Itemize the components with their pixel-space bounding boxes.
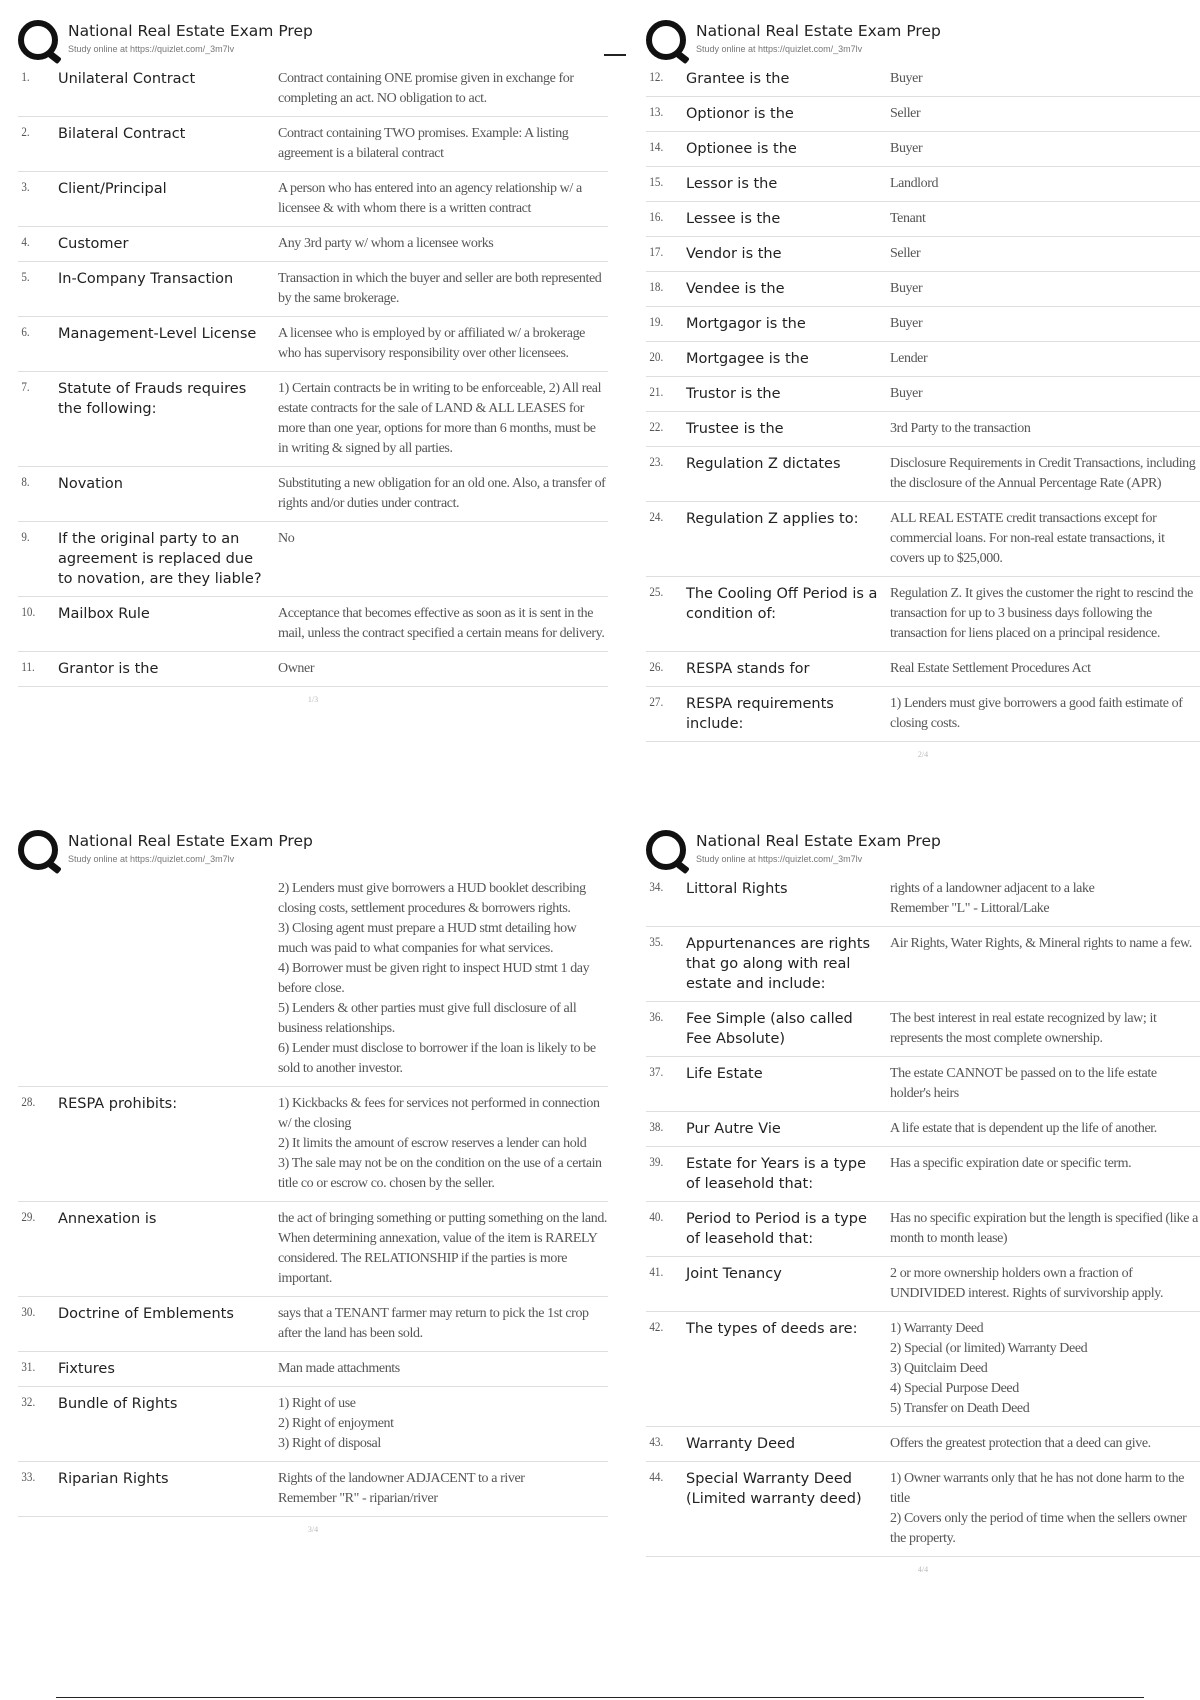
card-definition: Transaction in which the buyer and seller are both represented by the same brokerage. <box>278 271 602 306</box>
header-subtitle: Study online at https://quizlet.com/_3m7lv <box>68 854 235 864</box>
card-definition: A licensee who is employed by or affiliated w/ a brokerage who has supervisory responsibility over other licensees. <box>278 326 585 361</box>
flashcard-page-4 <box>646 828 1200 1574</box>
card-definition: Seller <box>890 246 921 261</box>
card-term: Warranty Deed <box>686 1436 796 1452</box>
card-number: 30. <box>21 1304 36 1319</box>
card-number: 36. <box>649 1009 664 1024</box>
card-definition: 1) Lenders must give borrowers a good faith estimate of closing costs. <box>890 696 1183 731</box>
card-term: Fixtures <box>58 1361 115 1377</box>
flashcard-row <box>18 872 608 1087</box>
card-number: 8. <box>21 474 30 489</box>
card-term: Statute of Frauds requires the following: <box>58 381 247 417</box>
card-term: The Cooling Off Period is a condition of: <box>686 586 878 622</box>
card-number <box>18 879 52 1079</box>
card-number: 41. <box>649 1264 664 1279</box>
card-term: Regulation Z dictates <box>686 456 841 472</box>
card-term: Grantor is the <box>58 661 159 677</box>
card-definition: Contract containing ONE promise given in exchange for completing an act. NO obligation to act. <box>278 71 574 106</box>
card-definition: 2) Lenders must give borrowers a HUD booklet describing closing costs, settlement procedures & borrowers rights. 3) Closing agent must prepare a HUD stmt detailing how much was paid to what companies for what services. 4) Borrower must be given right to inspect HUD stmt 1 day before close. 5) Lenders & other parties must give full disclosure of all business relationships. 6) Lender must disclose to borrower if the loan is likely to be sold to another investor. <box>278 881 596 1076</box>
card-term: Novation <box>58 476 123 492</box>
flashcard-row <box>646 167 1200 202</box>
quizlet-logo-icon <box>18 830 58 870</box>
card-definition: 1) Kickbacks & fees for services not performed in connection w/ the closing 2) It limits the amount of escrow reserves a lender can hold 3) The sale may not be on the condition on the use of a certain title co or escrow co. chosen by the seller. <box>278 1096 602 1191</box>
flashcard-row <box>18 372 608 467</box>
flashcard-row <box>18 317 608 372</box>
flashcard-row <box>18 1352 608 1387</box>
card-definition: Offers the greatest protection that a deed can give. <box>890 1436 1151 1451</box>
header-title: National Real Estate Exam Prep <box>68 22 313 40</box>
flashcard-row <box>646 1202 1200 1257</box>
card-definition: Landlord <box>890 176 939 191</box>
card-number: 10. <box>21 604 36 619</box>
card-number: 27. <box>649 694 664 709</box>
card-term: Client/Principal <box>58 181 167 197</box>
page-header <box>646 18 1200 62</box>
card-number: 31. <box>21 1359 36 1374</box>
card-number: 5. <box>21 269 30 284</box>
card-term: Mortgagor is the <box>686 316 806 332</box>
flashcard-row <box>646 1147 1200 1202</box>
flashcard-row <box>646 1057 1200 1112</box>
flashcard-row <box>646 132 1200 167</box>
card-definition: 1) Right of use 2) Right of enjoyment 3) Right of disposal <box>278 1396 394 1451</box>
flashcard-row <box>18 1087 608 1202</box>
flashcard-row <box>646 652 1200 687</box>
card-definition: Regulation Z. It gives the customer the right to rescind the transaction for up to 3 business days following the transaction for liens placed on a principal residence. <box>890 586 1193 641</box>
card-number: 25. <box>649 584 664 599</box>
flashcard-row <box>646 687 1200 742</box>
card-number: 40. <box>649 1209 664 1224</box>
card-number: 32. <box>21 1394 36 1409</box>
card-definition: Air Rights, Water Rights, & Mineral rights to name a few. <box>890 936 1192 951</box>
page-divider-dash <box>604 54 626 56</box>
card-number: 29. <box>21 1209 36 1224</box>
card-definition: Buyer <box>890 316 923 331</box>
card-definition: The best interest in real estate recognized by law; it represents the most complete ownership. <box>890 1011 1157 1046</box>
card-term: If the original party to an agreement is replaced due to novation, are they liable? <box>58 531 262 587</box>
flashcard-row <box>646 872 1200 927</box>
header-subtitle: Study online at https://quizlet.com/_3m7lv <box>696 854 863 864</box>
flashcard-row <box>646 1002 1200 1057</box>
card-definition: rights of a landowner adjacent to a lake Remember "L" - Littoral/Lake <box>890 881 1095 916</box>
card-term: Customer <box>58 236 129 252</box>
card-number: 14. <box>649 139 664 154</box>
flashcard-row <box>18 652 608 687</box>
flashcard-row <box>646 342 1200 377</box>
card-definition: 1) Warranty Deed 2) Special (or limited) Warranty Deed 3) Quitclaim Deed 4) Special Purpose Deed 5) Transfer on Death Deed <box>890 1321 1088 1416</box>
flashcard-row <box>18 597 608 652</box>
page-header <box>646 828 1200 872</box>
card-term: Grantee is the <box>686 71 790 87</box>
card-definition: Has a specific expiration date or specific term. <box>890 1156 1132 1171</box>
card-definition: Man made attachments <box>278 1361 400 1376</box>
card-term: RESPA requirements include: <box>686 696 834 732</box>
flashcard-row <box>18 1297 608 1352</box>
card-number: 17. <box>649 244 664 259</box>
card-term: Mailbox Rule <box>58 606 150 622</box>
flashcard-page-1 <box>18 18 608 704</box>
card-term: Appurtenances are rights that go along with real estate and include: <box>686 936 871 992</box>
flashcard-row <box>646 1427 1200 1462</box>
card-definition: The estate CANNOT be passed on to the life estate holder's heirs <box>890 1066 1157 1101</box>
card-term: Lessor is the <box>686 176 778 192</box>
header-subtitle: Study online at https://quizlet.com/_3m7lv <box>696 44 863 54</box>
card-definition: Tenant <box>890 211 926 226</box>
card-term: RESPA stands for <box>686 661 810 677</box>
card-definition: says that a TENANT farmer may return to pick the 1st crop after the land has been sold. <box>278 1306 589 1341</box>
header-title: National Real Estate Exam Prep <box>696 832 941 850</box>
quizlet-logo-icon <box>18 20 58 60</box>
flashcard-row <box>646 927 1200 1002</box>
header-title: National Real Estate Exam Prep <box>68 832 313 850</box>
card-number: 12. <box>649 69 664 84</box>
flashcard-row <box>18 467 608 522</box>
page-number: 1/3 <box>307 695 319 704</box>
page-header <box>18 828 608 872</box>
flashcard-row <box>646 202 1200 237</box>
card-term: Vendee is the <box>686 281 785 297</box>
card-term <box>58 879 278 1079</box>
card-definition: Seller <box>890 106 921 121</box>
card-definition: Acceptance that becomes effective as soon as it is sent in the mail, unless the contract specified a certain means for delivery. <box>278 606 605 641</box>
card-term: Pur Autre Vie <box>686 1121 781 1137</box>
card-definition: the act of bringing something or putting something on the land. When determining annexation, value of the item is RARELY considered. The RELATIONSHIP if the parties is more important. <box>278 1211 608 1286</box>
card-number: 22. <box>649 419 664 434</box>
card-number: 24. <box>649 509 664 524</box>
flashcard-row <box>646 1257 1200 1312</box>
card-term: Optionee is the <box>686 141 797 157</box>
card-number: 38. <box>649 1119 664 1134</box>
card-definition: Contract containing TWO promises. Example: A listing agreement is a bilateral contract <box>278 126 569 161</box>
flashcard-row <box>646 307 1200 342</box>
card-definition: ALL REAL ESTATE credit transactions except for commercial loans. For non-real estate transactions, it covers up to $25,000. <box>890 511 1165 566</box>
page-number: 3/4 <box>307 1525 319 1534</box>
card-definition: Disclosure Requirements in Credit Transactions, including the disclosure of the Annual Percentage Rate (APR) <box>890 456 1196 491</box>
card-number: 35. <box>649 934 664 949</box>
card-term: Lessee is the <box>686 211 781 227</box>
card-term: RESPA prohibits: <box>58 1096 178 1112</box>
card-number: 28. <box>21 1094 36 1109</box>
card-number: 13. <box>649 104 664 119</box>
card-number: 34. <box>649 879 664 894</box>
quizlet-logo-icon <box>646 830 686 870</box>
flashcard-row <box>18 227 608 262</box>
card-definition: Substituting a new obligation for an old one. Also, a transfer of rights and/or duties under contract. <box>278 476 606 511</box>
card-definition: A life estate that is dependent up the life of another. <box>890 1121 1157 1136</box>
flashcard-row <box>646 1112 1200 1147</box>
card-term: Unilateral Contract <box>58 71 196 87</box>
card-number: 43. <box>649 1434 664 1449</box>
flashcard-row <box>646 62 1200 97</box>
card-number: 16. <box>649 209 664 224</box>
card-number: 4. <box>21 234 30 249</box>
card-term: Optionor is the <box>686 106 794 122</box>
bottom-rule <box>56 1697 1144 1698</box>
card-number: 19. <box>649 314 664 329</box>
card-term: Bilateral Contract <box>58 126 186 142</box>
card-term: Trustee is the <box>686 421 784 437</box>
flashcard-row <box>646 577 1200 652</box>
card-term: Vendor is the <box>686 246 782 262</box>
flashcard-row <box>18 522 608 597</box>
card-term: Period to Period is a type of leasehold that: <box>686 1211 867 1247</box>
card-number: 21. <box>649 384 664 399</box>
card-number: 18. <box>649 279 664 294</box>
card-term: Fee Simple (also called Fee Absolute) <box>686 1011 853 1047</box>
header-subtitle: Study online at https://quizlet.com/_3m7lv <box>68 44 235 54</box>
flashcard-row <box>18 1462 608 1517</box>
card-number: 1. <box>21 69 30 84</box>
flashcard-row <box>646 412 1200 447</box>
card-number: 37. <box>649 1064 664 1079</box>
flashcard-row <box>18 1202 608 1297</box>
card-number: 15. <box>649 174 664 189</box>
card-definition: 2 or more ownership holders own a fraction of UNDIVIDED interest. Rights of survivorship apply. <box>890 1266 1164 1301</box>
card-number: 23. <box>649 454 664 469</box>
card-definition: Buyer <box>890 386 923 401</box>
card-term: Annexation is <box>58 1211 157 1227</box>
card-definition: Real Estate Settlement Procedures Act <box>890 661 1091 676</box>
card-number: 3. <box>21 179 30 194</box>
card-number: 7. <box>21 379 30 394</box>
card-number: 6. <box>21 324 30 339</box>
flashcard-row <box>646 377 1200 412</box>
card-term: The types of deeds are: <box>686 1321 858 1337</box>
flashcard-page-2 <box>646 18 1200 759</box>
card-term: Regulation Z applies to: <box>686 511 859 527</box>
flashcard-row <box>18 262 608 317</box>
card-term: Littoral Rights <box>686 881 788 897</box>
flashcard-row <box>18 1387 608 1462</box>
card-definition: A person who has entered into an agency relationship w/ a licensee & with whom there is a written contract <box>278 181 582 216</box>
card-definition: Buyer <box>890 141 923 156</box>
card-definition: Lender <box>890 351 928 366</box>
card-definition: Buyer <box>890 71 923 86</box>
card-definition: No <box>278 531 295 546</box>
card-number: 9. <box>21 529 30 544</box>
flashcard-page-3 <box>18 828 608 1534</box>
page-number: 4/4 <box>917 1565 929 1574</box>
quizlet-logo-icon <box>646 20 686 60</box>
card-definition: 1) Certain contracts be in writing to be enforceable, 2) All real estate contracts for the sale of LAND & ALL LEASES for more than one year, options for more than 6 months, must be in writing & signed by all parties. <box>278 381 602 456</box>
page-number: 2/4 <box>917 750 929 759</box>
card-definition: 3rd Party to the transaction <box>890 421 1031 436</box>
card-definition: Buyer <box>890 281 923 296</box>
header-title: National Real Estate Exam Prep <box>696 22 941 40</box>
flashcard-row <box>646 447 1200 502</box>
flashcard-row <box>646 272 1200 307</box>
flashcard-row <box>18 117 608 172</box>
card-term: Riparian Rights <box>58 1471 169 1487</box>
card-definition: Any 3rd party w/ whom a licensee works <box>278 236 494 251</box>
card-term: Estate for Years is a type of leasehold that: <box>686 1156 866 1192</box>
flashcard-row <box>646 502 1200 577</box>
flashcard-row <box>646 97 1200 132</box>
card-term: Bundle of Rights <box>58 1396 178 1412</box>
card-number: 42. <box>649 1319 664 1334</box>
card-number: 20. <box>649 349 664 364</box>
card-term: Management-Level License <box>58 326 257 342</box>
card-definition: Has no specific expiration but the length is specified (like a month to month lease) <box>890 1211 1198 1246</box>
card-term: In-Company Transaction <box>58 271 234 287</box>
flashcard-row <box>646 1462 1200 1557</box>
card-number: 26. <box>649 659 664 674</box>
card-term: Trustor is the <box>686 386 781 402</box>
flashcard-row <box>646 237 1200 272</box>
card-number: 11. <box>21 659 35 674</box>
card-term: Life Estate <box>686 1066 763 1082</box>
card-term: Doctrine of Emblements <box>58 1306 234 1322</box>
card-number: 44. <box>649 1469 664 1484</box>
card-definition: 1) Owner warrants only that he has not done harm to the title 2) Covers only the period of time when the sellers owner the property. <box>890 1471 1187 1546</box>
card-term: Mortgagee is the <box>686 351 809 367</box>
flashcard-row <box>18 172 608 227</box>
card-number: 2. <box>21 124 30 139</box>
card-number: 33. <box>21 1469 36 1484</box>
card-definition: Rights of the landowner ADJACENT to a river Remember "R" - riparian/river <box>278 1471 525 1506</box>
flashcard-row <box>18 62 608 117</box>
page-header <box>18 18 608 62</box>
card-term: Special Warranty Deed (Limited warranty deed) <box>686 1471 862 1507</box>
card-definition: Owner <box>278 661 315 676</box>
flashcard-row <box>646 1312 1200 1427</box>
card-number: 39. <box>649 1154 664 1169</box>
card-term: Joint Tenancy <box>686 1266 782 1282</box>
